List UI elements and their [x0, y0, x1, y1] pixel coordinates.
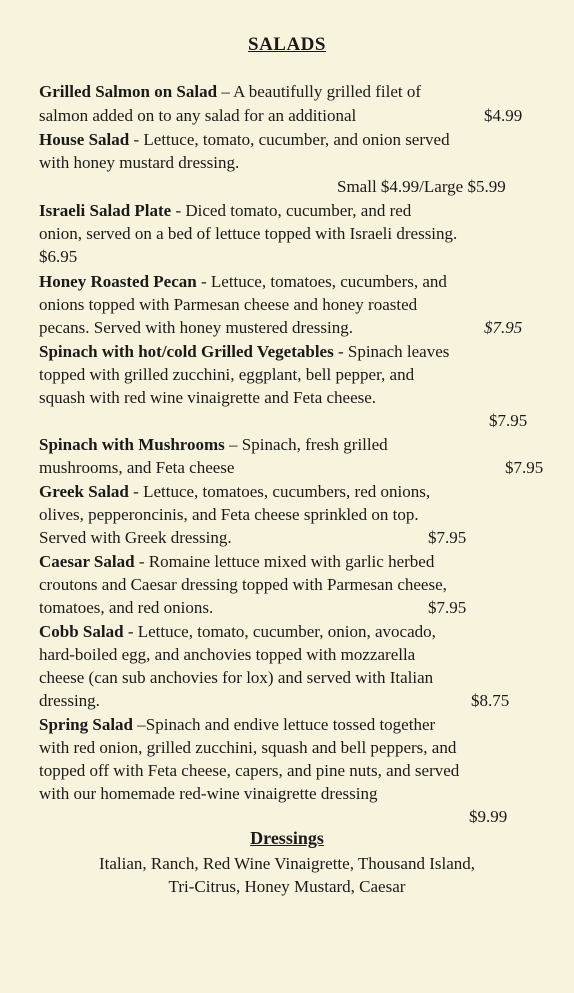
item-name: Grilled Salmon on Salad — [39, 82, 218, 101]
item-house-salad-line-2 — [39, 151, 539, 174]
item-description: Spinach and endive lettuce tossed together — [145, 715, 436, 734]
item-israeli-salad-line-1 — [39, 199, 539, 222]
item-description: Romaine lettuce mixed with garlic herbed — [148, 552, 435, 571]
item-caesar-salad-line-3 — [39, 596, 539, 619]
item-description: A beautifully grilled filet of — [233, 82, 422, 101]
item-greek-salad-line-1 — [39, 480, 539, 503]
item-honey-pecan-line-2 — [39, 293, 539, 316]
item-spinach-mushrooms-line-2 — [39, 456, 544, 479]
item-house-salad-line-1 — [39, 128, 539, 151]
separator: - — [123, 622, 138, 641]
item-grilled-salmon-line-1 — [39, 80, 539, 103]
section-heading: SALADS — [248, 34, 326, 55]
item-description: with honey mustard dressing. — [39, 153, 240, 172]
separator: - — [171, 201, 186, 220]
item-spring-salad-line-3 — [39, 759, 539, 782]
item-price: $7.95 — [428, 598, 467, 617]
item-description: with our homemade red-wine vinaigrette dressing — [39, 784, 378, 803]
item-name: House Salad — [39, 130, 130, 149]
item-price: $8.75 — [471, 691, 510, 710]
item-price: $7.95 — [489, 411, 528, 430]
item-price: $4.99 — [484, 106, 523, 125]
item-name: Israeli Salad Plate — [39, 201, 172, 220]
item-description: Served with Greek dressing. — [39, 528, 232, 547]
item-description: hard-boiled egg, and anchovies topped with mozzarella — [39, 645, 416, 664]
item-spring-salad-line-1 — [39, 713, 539, 736]
item-description: cheese (can sub anchovies for lox) and served with Italian — [39, 668, 434, 687]
item-honey-pecan-line-3 — [39, 316, 539, 339]
separator: - — [134, 552, 149, 571]
item-cobb-salad-line-4 — [39, 689, 539, 712]
item-spinach-veg-line-2 — [39, 363, 539, 386]
item-price: $9.99 — [469, 807, 508, 826]
item-description: dressing. — [39, 691, 100, 710]
item-name: Spinach with hot/cold Grilled Vegetables — [39, 342, 334, 361]
item-greek-salad-line-3 — [39, 526, 539, 549]
item-description: onion, served on a bed of lettuce topped with Israeli dressing. — [39, 224, 458, 243]
item-description: Spinach, fresh grilled — [241, 435, 388, 454]
dressings-list-line-2: Tri-Citrus, Honey Mustard, Caesar — [168, 877, 406, 896]
separator: - — [129, 130, 144, 149]
item-description: Lettuce, tomatoes, cucumbers, and — [210, 272, 447, 291]
item-name: Greek Salad — [39, 482, 129, 501]
item-spinach-veg-line-1 — [39, 340, 539, 363]
item-spinach-mushrooms-line-1 — [39, 433, 539, 456]
item-price: $7.95 — [484, 318, 523, 337]
item-cobb-salad-line-2 — [39, 643, 539, 666]
separator: - — [333, 342, 348, 361]
item-description: topped with grilled zucchini, eggplant, bell pepper, and — [39, 365, 415, 384]
separator: - — [196, 272, 211, 291]
separator: – — [224, 435, 242, 454]
separator: - — [128, 482, 144, 501]
item-spring-salad-line-4 — [39, 782, 539, 805]
item-price: $6.95 — [39, 247, 78, 266]
dressings-heading: Dressings — [250, 828, 324, 848]
item-name: Cobb Salad — [39, 622, 124, 641]
item-greek-salad-line-2 — [39, 503, 539, 526]
item-description: topped off with Feta cheese, capers, and pine nuts, and served — [39, 761, 460, 780]
item-description: squash with red wine vinaigrette and Feta cheese. — [39, 388, 377, 407]
item-caesar-salad-line-1 — [39, 550, 539, 573]
item-honey-pecan-line-1 — [39, 270, 539, 293]
item-description: Spinach leaves — [347, 342, 450, 361]
item-description: salmon added on to any salad for an additional — [39, 106, 357, 125]
item-description: croutons and Caesar dressing topped with Parmesan cheese, — [39, 575, 447, 594]
item-description: Lettuce, tomato, cucumber, onion, avocado, — [137, 622, 436, 641]
item-description: olives, pepperoncinis, and Feta cheese sprinkled on top. — [39, 505, 419, 524]
item-name: Spring Salad — [39, 715, 134, 734]
item-name: Honey Roasted Pecan — [39, 272, 197, 291]
item-name: Spinach with Mushrooms — [39, 435, 225, 454]
item-israeli-salad-price-line — [39, 245, 539, 268]
item-spring-salad-line-2 — [39, 736, 539, 759]
item-price: $7.95 — [428, 528, 467, 547]
item-caesar-salad-line-2 — [39, 573, 539, 596]
item-israeli-salad-line-2 — [39, 222, 539, 245]
item-price: Small $4.99/Large $5.99 — [337, 177, 506, 196]
item-description: with red onion, grilled zucchini, squash and bell peppers, and — [39, 738, 457, 757]
item-grilled-salmon-line-2 — [39, 104, 539, 127]
item-description: Lettuce, tomato, cucumber, and onion served — [143, 130, 450, 149]
item-price: $7.95 — [505, 458, 544, 477]
item-name: Caesar Salad — [39, 552, 135, 571]
item-description: pecans. Served with honey mustered dressing. — [39, 318, 353, 337]
item-cobb-salad-line-1 — [39, 620, 539, 643]
item-spinach-veg-line-3 — [39, 386, 539, 409]
item-description: Diced tomato, cucumber, and red — [185, 201, 412, 220]
item-description: mushrooms, and Feta cheese — [39, 458, 235, 477]
separator: – — [133, 715, 146, 734]
item-description: onions topped with Parmesan cheese and honey roasted — [39, 295, 418, 314]
dressings-list-line-1: Italian, Ranch, Red Wine Vinaigrette, Thousand Island, — [99, 854, 475, 873]
item-description: tomatoes, and red onions. — [39, 598, 214, 617]
separator: – — [217, 82, 234, 101]
item-description: Lettuce, tomatoes, cucumbers, red onions, — [143, 482, 431, 501]
item-cobb-salad-line-3 — [39, 666, 539, 689]
